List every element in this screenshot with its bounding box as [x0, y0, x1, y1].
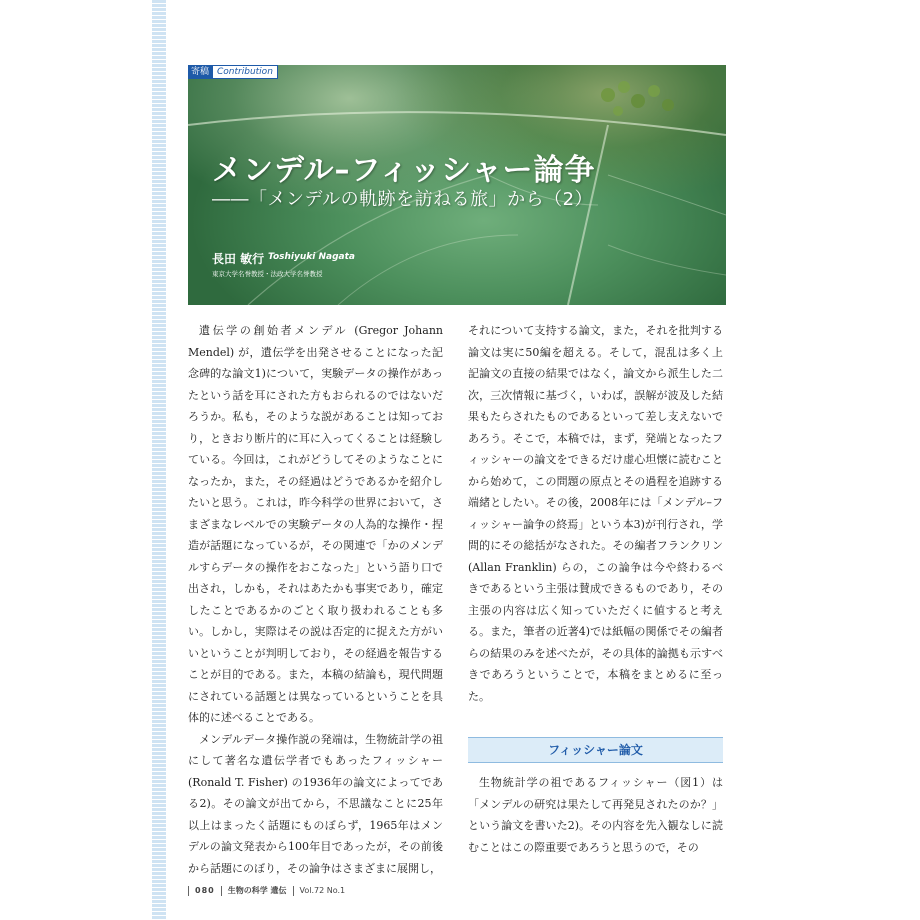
footer-divider — [221, 886, 222, 896]
author-name: 長田 敏行 — [212, 252, 265, 266]
author-roman-name: Toshiyuki Nagata — [268, 252, 355, 262]
article-subtitle: ――「メンデルの軌跡を訪ねる旅」から（2） — [212, 189, 594, 210]
section-heading: フィッシャー論文 — [468, 737, 723, 763]
author-affiliation: 東京大学名誉教授・法政大学名誉教授 — [212, 270, 323, 278]
margin-ruler — [152, 0, 166, 920]
tag-en: Contribution — [212, 65, 278, 79]
page-number: 080 — [195, 886, 215, 895]
left-column — [188, 320, 443, 879]
journal-name: 生物の科学 遺伝 — [227, 886, 287, 895]
right-column — [468, 320, 723, 707]
volume-info: Vol.72 No.1 — [299, 886, 346, 895]
tag-jp: 寄稿 — [188, 65, 212, 79]
paragraph: それについて支持する論文，また，それを批判する論文は実に50編を超える。そして，混乱は多く上記論文の直接の結果ではなく，論文から派生した二次，三次情報に基づく，いわば，誤解が波及した結果もたらされたものであるといって差し支えないであろう。そこで，本稿では，まず，発端となったフィッシャーの論文をできるだけ虚心坦懐に読むことから始めて，この問題の原点とその過程を追跡する端緒としたい。その後，2008年には「メンデル–フィッシャー論争の終焉」という本3)が刊行され，学問的にその総括がなされた。その編者フランクリン (Allan Franklin) らの，この論争は今や終わるべきであるという主張は賛成できるものであり，その主張の内容は広く知っていただくに値すると考える。また，筆者の近著4)では紙幅の関係でその編者らの結果のみを述べたが，その具体的論拠も示すべきであろうということで，本稿をまとめるに至った。 — [468, 324, 723, 703]
paragraph: メンデルデータ操作説の発端は，生物統計学の祖にして著名な遺伝学者でもあったフィッシャー (Ronald T. Fisher) の1936年の論文によってである2)。その論文が出てから，不思議なことに25年以上はまったく話題にものぼらず，1965年はメンデルの論文発表から100年目であったが，その前後から話題にのぼり，その論争はさまざまに展開し， — [188, 732, 443, 875]
paragraph: 遺伝学の創始者メンデル (Gregor Johann Mendel) が，遺伝学を出発させることになった記念碑的な論文1)について，実験データの操作があったという話を耳にされた方もおられるのではないだろうか。私も，そのような説があることは知っており，ときおり断片的に耳に入ってくることは経験している。今回は，これがどうしてそのようなことになったか，また，その経過はどうであるかを紹介したいと思う。これは，昨今科学の世界において，さまざまなレベルでの実験データの人為的な操作・捏造が話題になっているが，その関連で「かのメンデルすらデータの操作をおこなった」という語り口で出され，しかも，それはあたかも事実であり，確定したことであるかのごとく取り扱われることも多い。しかし，実際はその説は否定的に捉えた方がいいということが判明しており，その経過を報告することが目的である。また，本稿の結論も，現代問題にされている話題とは異なっているということを具体的に述べることである。 — [188, 324, 443, 724]
page-footer — [188, 885, 345, 896]
paragraph: 生物統計学の祖であるフィッシャー（図1）は「メンデルの研究は果たして再発見されたのか？」という論文を書いた2)。その内容を先入観なしに読むことはこの際重要であろうと思うので，その — [468, 776, 723, 854]
section-body — [468, 772, 723, 858]
footer-divider — [293, 886, 294, 896]
header-banner — [188, 65, 726, 305]
footer-divider — [188, 886, 189, 896]
contribution-tag — [188, 65, 278, 79]
article-title: メンデル–フィッシャー論争 — [212, 153, 596, 188]
